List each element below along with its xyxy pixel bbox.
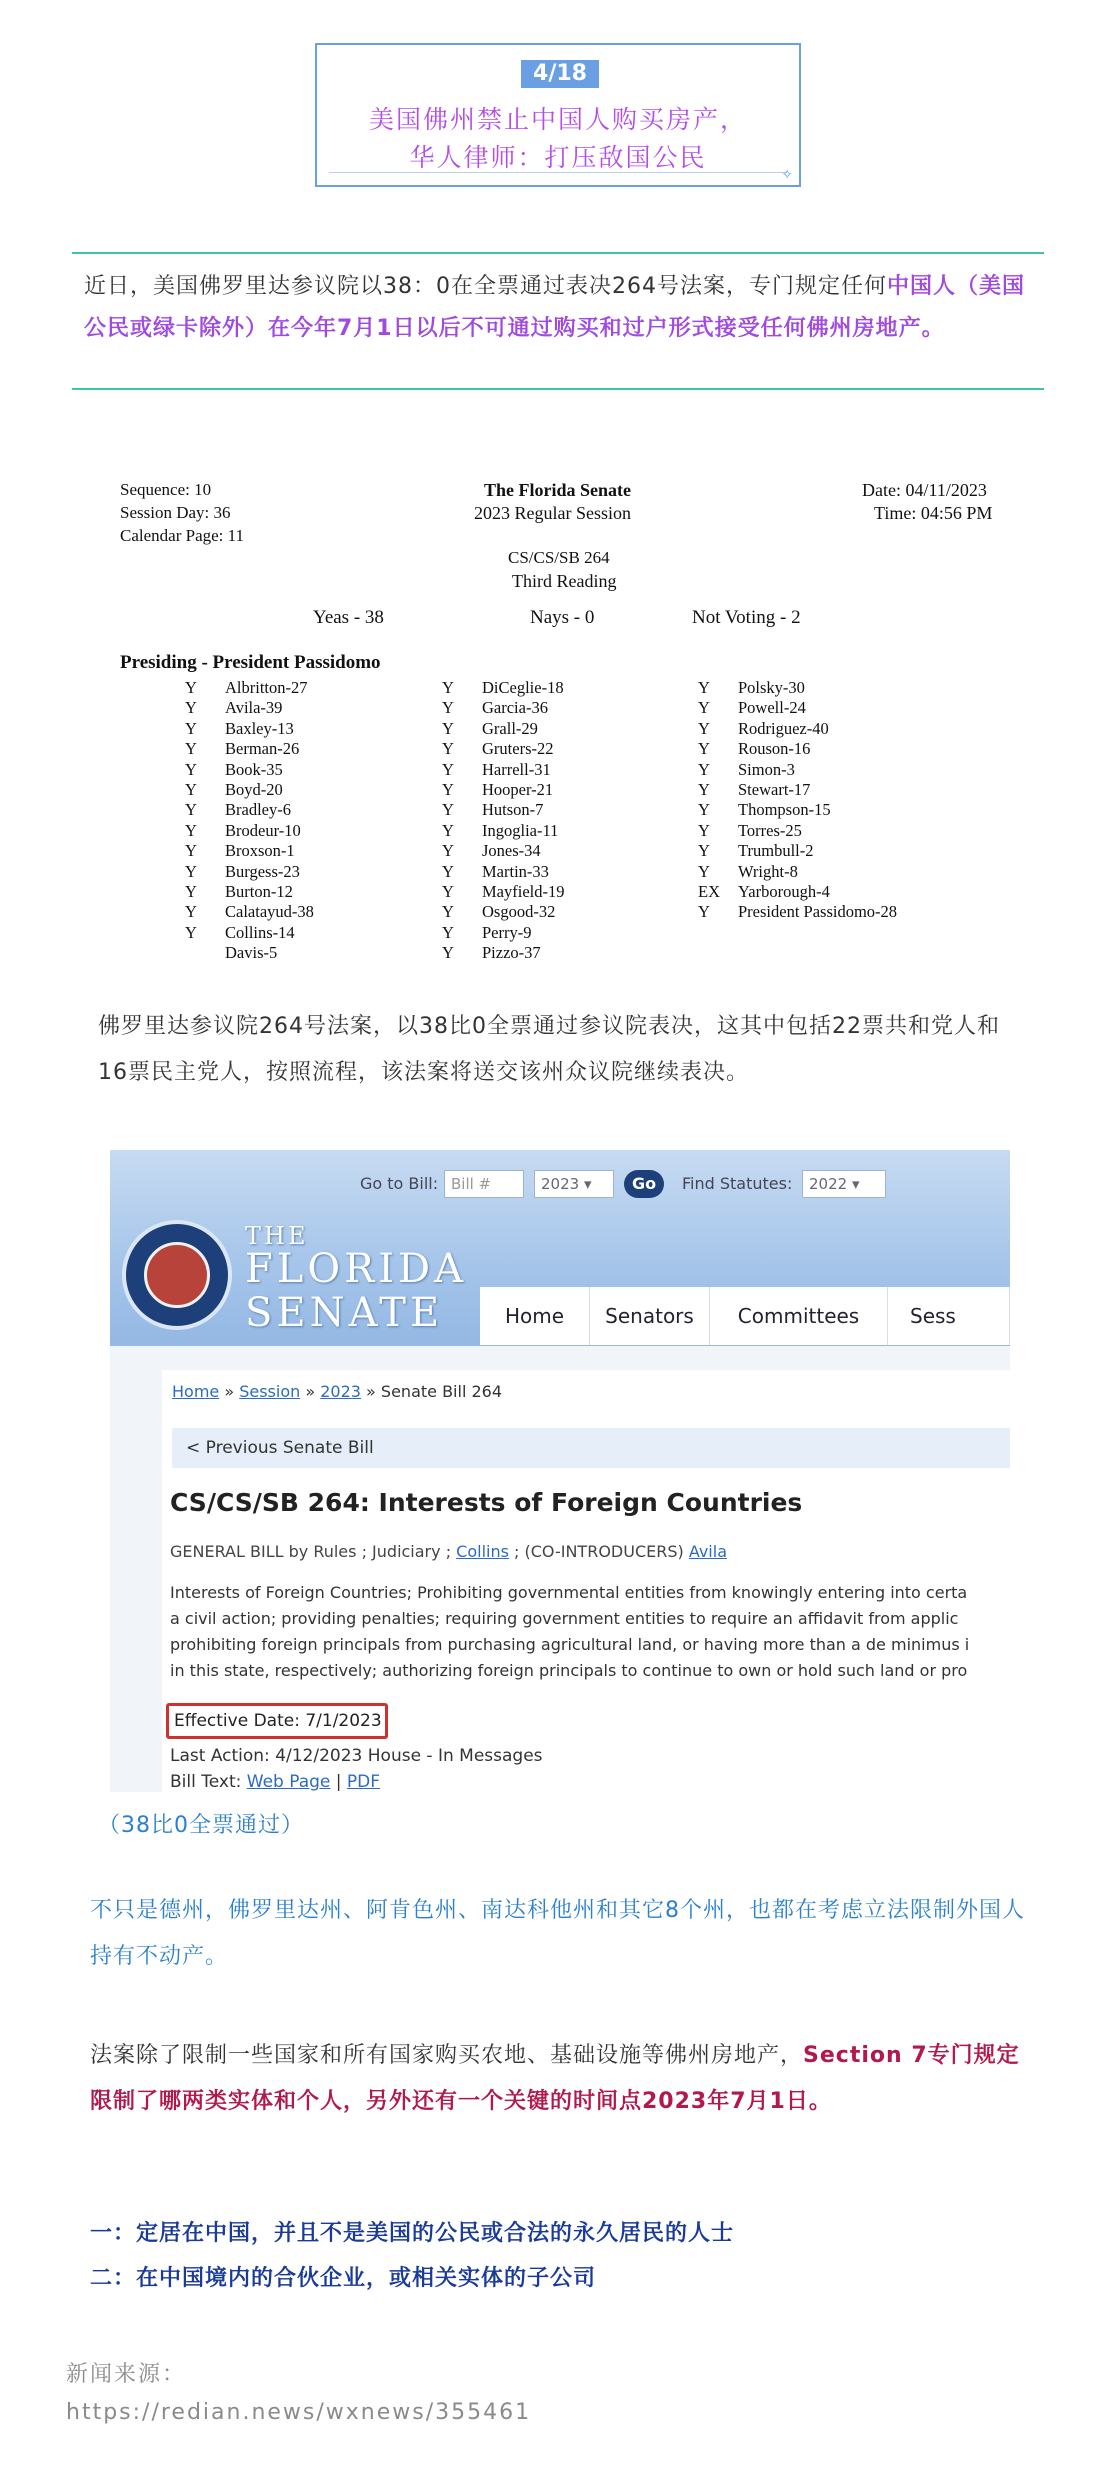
vote-flag: Y	[185, 800, 197, 820]
senator-name: Grall-29	[482, 718, 538, 738]
web-page-link[interactable]: Web Page	[246, 1772, 331, 1792]
sponsor-link-avila[interactable]: Avila	[688, 1542, 727, 1561]
vote-row	[185, 760, 314, 780]
year-select[interactable]: 2023 ▾	[534, 1170, 614, 1198]
vote-flag: Y	[698, 739, 710, 759]
vote-flag: Y	[442, 902, 454, 922]
senator-name: Polsky-30	[738, 678, 805, 697]
florida-senate-screenshot	[110, 1150, 1010, 1792]
senator-name: Simon-3	[738, 759, 795, 779]
vote-flag: Y	[185, 922, 197, 942]
vote-flag: Y	[185, 779, 197, 799]
vote-row	[185, 780, 314, 800]
page-badge: 4/18	[521, 60, 599, 88]
vote-flag: Y	[698, 698, 710, 718]
go-button[interactable]: Go	[624, 1170, 664, 1198]
effective-date-highlight: Effective Date: 7/1/2023	[166, 1703, 388, 1739]
vote-record-image	[110, 460, 1020, 963]
vote-row	[442, 780, 564, 800]
vote-flag: Y	[442, 841, 454, 861]
session-day: Session Day: 36	[120, 503, 231, 522]
vote-row	[442, 760, 564, 780]
main-nav	[480, 1287, 1010, 1345]
senator-name: Garcia-36	[482, 698, 548, 718]
vote-row	[698, 698, 897, 718]
senator-name: Burgess-23	[225, 861, 300, 881]
vote-row	[698, 862, 897, 882]
senator-name: Avila-39	[225, 698, 283, 718]
crumb-session[interactable]: Session	[239, 1382, 301, 1401]
vote-flag: Y	[185, 861, 197, 881]
senator-name: Thompson-15	[738, 800, 831, 820]
senator-name: Hooper-21	[482, 779, 554, 799]
paragraph-section-7	[90, 2033, 1030, 2125]
sponsors-mid: ; (CO-INTRODUCERS)	[508, 1542, 689, 1561]
senate-name: The Florida Senate	[484, 480, 631, 500]
bill-title: CS/CS/SB 264: Interests of Foreign Countries	[170, 1488, 803, 1517]
bill-text-links	[170, 1772, 380, 1792]
intro-highlight: 中国人（美国公民或绿卡除外）在今年7月1日以后不可通过购买和过户形式接受任何佛州房地产。	[84, 274, 1026, 341]
intro-text: 近日，美国佛罗里达参议院以38：0在全票通过表决264号法案，专门规定任何	[84, 274, 887, 299]
senator-name: Calatayud-38	[225, 902, 314, 922]
vote-flag: Y	[698, 678, 710, 697]
vote-row	[442, 943, 564, 963]
sparkle-icon: ✧	[781, 167, 793, 183]
find-statutes-label: Find Statutes:	[682, 1174, 793, 1193]
nav-committees[interactable]: Committees	[710, 1287, 888, 1345]
statute-year-select[interactable]: 2022 ▾	[802, 1170, 886, 1198]
title-underline	[329, 172, 787, 173]
section7-highlight: Section 7专门规定限制了哪两类实体和个人，另外还有一个关键的时间点2023年7月1日。	[90, 2043, 1020, 2114]
desc-line: in this state, respectively; authorizing foreign principals to continue to own or hold such land or pro	[170, 1661, 968, 1680]
vote-row	[442, 698, 564, 718]
vote-flag: Y	[698, 902, 710, 922]
vote-row	[442, 719, 564, 739]
logo-the: THE	[245, 1222, 309, 1250]
bill-sponsors	[170, 1542, 727, 1561]
logo-florida: FLORIDA	[245, 1246, 467, 1292]
senator-name: President Passidomo-28	[738, 902, 898, 922]
bill-number-input[interactable]: Bill #	[444, 1170, 524, 1198]
senator-name: Berman-26	[225, 739, 300, 759]
nav-home[interactable]: Home	[480, 1287, 590, 1345]
vote-flag: Y	[185, 881, 197, 901]
senator-name: Baxley-13	[225, 718, 294, 738]
vote-row	[185, 943, 314, 963]
senator-name: Osgood-32	[482, 902, 556, 922]
vote-flag: Y	[185, 820, 197, 840]
session-name: 2023 Regular Session	[474, 503, 631, 523]
senator-name: Mayfield-19	[482, 881, 565, 901]
vote-row	[698, 800, 897, 820]
vote-row	[698, 821, 897, 841]
senator-name: Jones-34	[482, 841, 541, 861]
senator-name: Bradley-6	[225, 800, 291, 820]
title-line-1: 美国佛州禁止中国人购买房产，	[368, 105, 747, 134]
senator-name: Trumbull-2	[738, 841, 814, 861]
vote-row	[442, 739, 564, 759]
vote-row	[442, 882, 564, 902]
go-to-bill-label: Go to Bill:	[360, 1174, 439, 1193]
vote-row	[442, 678, 564, 698]
vote-flag: Y	[442, 759, 454, 779]
senator-name: Harrell-31	[482, 759, 551, 779]
vote-flag: Y	[442, 678, 454, 697]
sponsor-link-collins[interactable]: Collins	[456, 1542, 509, 1561]
bill-search-bar	[360, 1164, 1010, 1206]
title-line-2: 华人律师：打压敌国公民	[409, 143, 707, 172]
senator-name: Rouson-16	[738, 739, 811, 759]
paragraph-vote-summary: 佛罗里达参议院264号法案，以38比0全票通过参议院表决，这其中包括22票共和党人和16票民主党人，按照流程，该法案将送交该州众议院继续表决。	[98, 1014, 1000, 1085]
vote-flag: EX	[698, 881, 720, 901]
senator-name: Book-35	[225, 759, 283, 779]
nav-session[interactable]: Sess	[888, 1287, 1010, 1345]
vote-column-1	[185, 678, 314, 963]
senator-name: Martin-33	[482, 861, 549, 881]
vote-flag: Y	[185, 739, 197, 759]
senator-name: Collins-14	[225, 922, 295, 942]
vote-row	[185, 739, 314, 759]
vote-row	[185, 882, 314, 902]
vote-row	[698, 882, 897, 902]
vote-flag: Y	[442, 739, 454, 759]
vote-flag: Y	[442, 943, 454, 963]
vote-row	[185, 800, 314, 820]
vote-row	[442, 862, 564, 882]
senator-name: Davis-5	[225, 943, 278, 963]
vote-row	[698, 760, 897, 780]
vote-row	[185, 719, 314, 739]
source-label: 新闻来源：	[66, 2362, 187, 2387]
bill-text-label: Bill Text:	[170, 1772, 247, 1792]
vote-flag: Y	[698, 800, 710, 820]
sponsors-prefix: GENERAL BILL by Rules ; Judiciary ;	[170, 1542, 457, 1561]
sequence: Sequence: 10	[120, 480, 212, 499]
vote-row	[442, 841, 564, 861]
senator-name: Stewart-17	[738, 779, 811, 799]
bill-content	[162, 1370, 1010, 1792]
vote-row	[185, 678, 314, 698]
senator-name: Albritton-27	[225, 678, 308, 697]
paragraph-other-states: 不只是德州，佛罗里达州、阿肯色州、南达科他州和其它8个州，也都在考虑立法限制外国人持有不动产。	[90, 1898, 1026, 1969]
vote-row	[698, 841, 897, 861]
senator-name: Boyd-20	[225, 779, 283, 799]
calendar-page: Calendar Page: 11	[120, 526, 244, 545]
vote-flag: Y	[698, 820, 710, 840]
yeas-count: Yeas - 38	[313, 607, 384, 628]
vote-row	[185, 923, 314, 943]
vote-flag: Y	[442, 922, 454, 942]
presiding: Presiding - President Passidomo	[120, 652, 381, 673]
senator-name: Torres-25	[738, 820, 802, 840]
senator-name: Ingoglia-11	[482, 820, 559, 840]
vote-row	[698, 678, 897, 698]
image-caption: （38比0全票通过）	[98, 1813, 304, 1838]
vote-flag: Y	[442, 779, 454, 799]
vote-row	[442, 800, 564, 820]
logo-senate: SENATE	[245, 1290, 444, 1336]
last-action: Last Action: 4/12/2023 House - In Messages	[170, 1746, 543, 1766]
senator-name: Yarborough-4	[738, 881, 830, 901]
senator-name: Perry-9	[482, 922, 532, 942]
section7-text: 法案除了限制一些国家和所有国家购买农地、基础设施等佛州房地产，	[90, 2043, 804, 2068]
senator-name: Gruters-22	[482, 739, 554, 759]
vote-flag: Y	[185, 902, 197, 922]
not-voting-count: Not Voting - 2	[692, 607, 801, 628]
vote-row	[442, 923, 564, 943]
vote-row	[442, 902, 564, 922]
year-select-value: 2023	[541, 1175, 580, 1193]
source-url[interactable]: https://redian.news/wxnews/355461	[66, 2400, 532, 2425]
nav-senators[interactable]: Senators	[590, 1287, 710, 1345]
vote-flag: Y	[442, 820, 454, 840]
senator-name: Broxson-1	[225, 841, 295, 861]
vote-flag: Y	[442, 718, 454, 738]
vote-flag: Y	[442, 698, 454, 718]
vote-date: Date: 04/11/2023	[862, 480, 987, 500]
title-box	[315, 43, 801, 187]
vote-row	[442, 821, 564, 841]
vote-flag: Y	[442, 861, 454, 881]
list-item-2: 二：在中国境内的合伙企业，或相关实体的子公司	[90, 2266, 597, 2291]
vote-flag: Y	[185, 698, 197, 718]
vote-flag: Y	[185, 759, 197, 779]
senator-name: Burton-12	[225, 881, 293, 901]
senator-name: Powell-24	[738, 698, 806, 718]
crumb-home[interactable]: Home	[172, 1382, 220, 1401]
bill-text-sep: |	[330, 1772, 347, 1792]
intro-box	[72, 252, 1044, 390]
senate-seal-logo	[122, 1220, 232, 1330]
vote-row	[185, 902, 314, 922]
bill-description	[170, 1580, 1010, 1684]
vote-row	[698, 719, 897, 739]
vote-row	[185, 862, 314, 882]
bill-number: CS/CS/SB 264	[508, 548, 610, 567]
crumb-current: Senate Bill 264	[380, 1382, 503, 1401]
vote-row	[698, 902, 897, 922]
senator-name: DiCeglie-18	[482, 678, 564, 697]
list-item-1: 一：定居在中国，并且不是美国的公民或合法的永久居民的人士	[90, 2221, 735, 2246]
vote-time: Time: 04:56 PM	[874, 503, 993, 523]
vote-flag: Y	[698, 718, 710, 738]
senator-name: Brodeur-10	[225, 820, 301, 840]
vote-row	[185, 698, 314, 718]
vote-flag: Y	[698, 779, 710, 799]
vote-flag: Y	[442, 800, 454, 820]
senator-name: Rodriguez-40	[738, 718, 829, 738]
vote-flag: Y	[185, 718, 197, 738]
desc-line: prohibiting foreign principals from purchasing agricultural land, or having more than a de minimus i	[170, 1635, 970, 1654]
previous-bill-link[interactable]: < Previous Senate Bill	[172, 1428, 1010, 1468]
breadcrumb: Home » Session » 2023 » Senate Bill 264	[172, 1382, 503, 1401]
vote-flag: Y	[698, 759, 710, 779]
nays-count: Nays - 0	[530, 607, 595, 628]
senator-name: Hutson-7	[482, 800, 544, 820]
pdf-link[interactable]: PDF	[346, 1772, 381, 1792]
vote-flag: Y	[185, 678, 197, 697]
crumb-year[interactable]: 2023	[320, 1382, 361, 1401]
vote-row	[698, 780, 897, 800]
vote-flag: Y	[442, 881, 454, 901]
vote-flag: Y	[185, 841, 197, 861]
senator-name: Pizzo-37	[482, 943, 541, 963]
vote-flag: Y	[698, 861, 710, 881]
reading: Third Reading	[512, 571, 617, 591]
vote-row	[185, 841, 314, 861]
desc-line: Interests of Foreign Countries; Prohibiting governmental entities from knowingly entering into certa	[170, 1583, 968, 1602]
vote-flag: Y	[698, 841, 710, 861]
vote-row	[698, 739, 897, 759]
statute-year-value: 2022	[809, 1175, 848, 1193]
vote-column-3	[698, 678, 897, 923]
desc-line: a civil action; providing penalties; requiring government entities to require an affidavit from applic	[170, 1609, 959, 1628]
vote-row	[185, 821, 314, 841]
senator-name: Wright-8	[738, 861, 798, 881]
vote-column-2	[442, 678, 564, 963]
